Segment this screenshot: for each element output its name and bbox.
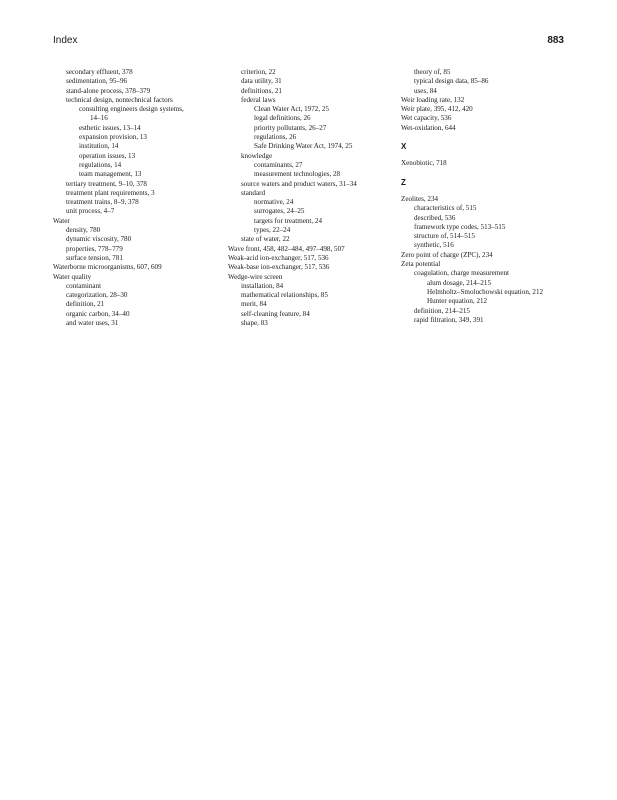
index-subentry: and water uses, 31 — [66, 319, 119, 328]
index-subentry: criterion, 22 — [241, 68, 276, 76]
index-subentry: dynamic viscosity, 780 — [66, 235, 132, 244]
index-subentry: definition, 214–215 — [414, 306, 470, 315]
index-subentry: measurement technologies, 28 — [254, 170, 341, 179]
index-entry: Water quality — [53, 272, 92, 281]
index-subentry: contaminant — [66, 281, 102, 290]
index-subentry: density, 780 — [66, 226, 101, 235]
index-subentry: consulting engineers design systems, — [79, 105, 184, 114]
index-subentry: properties, 778–779 — [66, 244, 123, 253]
index-entry: Weir plate, 395, 412, 420 — [401, 105, 473, 114]
index-subentry: alum dosage, 214–215 — [427, 278, 492, 287]
index-entry: Wave front, 458, 482–484, 497–498, 507 — [228, 244, 345, 253]
index-entry: Weak-acid ion-exchanger, 517, 536 — [228, 253, 329, 262]
index-subentry: treatment trains, 8–9, 378 — [66, 198, 139, 207]
index-subentry: installation, 84 — [241, 281, 284, 290]
index-subentry: structure of, 514–515 — [414, 232, 475, 241]
index-subentry: contaminants, 27 — [254, 160, 303, 169]
index-subentry: institution, 14 — [79, 142, 119, 151]
index-subentry: federal laws — [241, 95, 276, 104]
index-subentry: Clean Water Act, 1972, 25 — [254, 105, 329, 114]
index-subentry: unit process, 4–7 — [66, 207, 115, 216]
index-subentry: priority pollutants, 26–27 — [254, 123, 327, 132]
index-subentry: framework type codes, 513–515 — [414, 222, 506, 231]
index-subentry: categorization, 28–30 — [66, 291, 128, 300]
index-subentry: legal definitions, 26 — [254, 114, 311, 123]
index-subentry: knowledge — [241, 151, 273, 160]
index-subentry: Helmholtz–Smoluchowski equation, 212 — [427, 287, 544, 296]
index-entry: Zeta potential — [401, 260, 441, 269]
index-entry: Wedge-wire screen — [228, 272, 283, 281]
index-subentry: sedimentation, 95–96 — [66, 77, 128, 86]
index-subentry: definitions, 21 — [241, 86, 282, 95]
index-subentry: described, 536 — [414, 213, 456, 222]
index-subentry: team management, 13 — [79, 170, 142, 179]
index-subentry: technical design, nontechnical factors — [66, 95, 173, 104]
index-subentry: regulations, 14 — [79, 160, 122, 169]
index-subentry: normative, 24 — [254, 198, 294, 207]
index-subentry: Safe Drinking Water Act, 1974, 25 — [254, 142, 353, 151]
index-subentry: synthetic, 516 — [414, 241, 454, 250]
index-subentry: 14–16 — [90, 114, 108, 123]
index-subentry: surrogates, 24–25 — [254, 207, 305, 216]
index-entry: Weak-base ion-exchanger, 517, 536 — [228, 263, 330, 272]
index-subentry: tertiary treatment, 9–10, 378 — [66, 179, 147, 188]
index-subentry: merit, 84 — [241, 300, 267, 309]
index-subentry: stand-alone process, 378–379 — [66, 86, 151, 95]
index-subentry: shape, 83 — [241, 319, 268, 328]
index-subentry: standard — [241, 188, 266, 197]
index-subentry: secondary effluent, 378 — [66, 68, 133, 76]
index-subentry: coagulation, charge measurement — [414, 269, 510, 278]
index-entry: Xenobiotic, 718 — [401, 159, 447, 168]
index-entry: Water — [53, 216, 70, 225]
index-subentry: characteristics of, 515 — [414, 204, 477, 213]
index-subentry: regulations, 26 — [254, 133, 297, 142]
index-subentry: surface tension, 781 — [66, 253, 123, 262]
index-entry: Waterborne microorganisms, 607, 609 — [53, 263, 162, 272]
index-subentry: organic carbon, 34–40 — [66, 309, 130, 318]
index-column-3 — [401, 68, 571, 325]
index-subentry: uses, 84 — [414, 86, 437, 95]
index-entry: Zero point of charge (ZPC), 234 — [401, 250, 493, 259]
index-column-1 — [53, 68, 223, 328]
index-subentry: esthetic issues, 13–14 — [79, 123, 141, 132]
section-letter-x: X — [401, 142, 407, 152]
index-entry: Wet capacity, 536 — [401, 114, 452, 123]
index-subentry: self-cleaning feature, 84 — [241, 309, 310, 318]
section-letter-z: Z — [401, 177, 406, 187]
index-subentry: operation issues, 13 — [79, 151, 136, 160]
index-subentry: rapid filtration, 349, 391 — [414, 315, 484, 324]
index-subentry: state of water, 22 — [241, 235, 290, 244]
page-number: 883 — [547, 35, 564, 46]
index-column-2 — [228, 68, 398, 328]
index-subentry: typical design data, 85–86 — [414, 77, 489, 86]
index-subentry: targets for treatment, 24 — [254, 216, 323, 225]
index-entry: Zeolites, 234 — [401, 194, 439, 203]
index-entry: Weir loading rate, 132 — [401, 95, 465, 104]
index-subentry: data utility, 31 — [241, 77, 282, 86]
index-subentry: mathematical relationships, 85 — [241, 291, 328, 300]
index-entry: Wet-oxidation, 644 — [401, 123, 456, 132]
index-subentry: definition, 21 — [66, 300, 105, 309]
running-header-title: Index — [53, 35, 78, 46]
index-subentry: source waters and product waters, 31–34 — [241, 179, 357, 188]
index-subentry: treatment plant requirements, 3 — [66, 188, 155, 197]
index-subentry: types, 22–24 — [254, 226, 291, 235]
index-subentry: theory of, 85 — [414, 68, 451, 76]
index-subentry: Hunter equation, 212 — [427, 297, 488, 306]
index-subentry: expansion provision, 13 — [79, 133, 147, 142]
